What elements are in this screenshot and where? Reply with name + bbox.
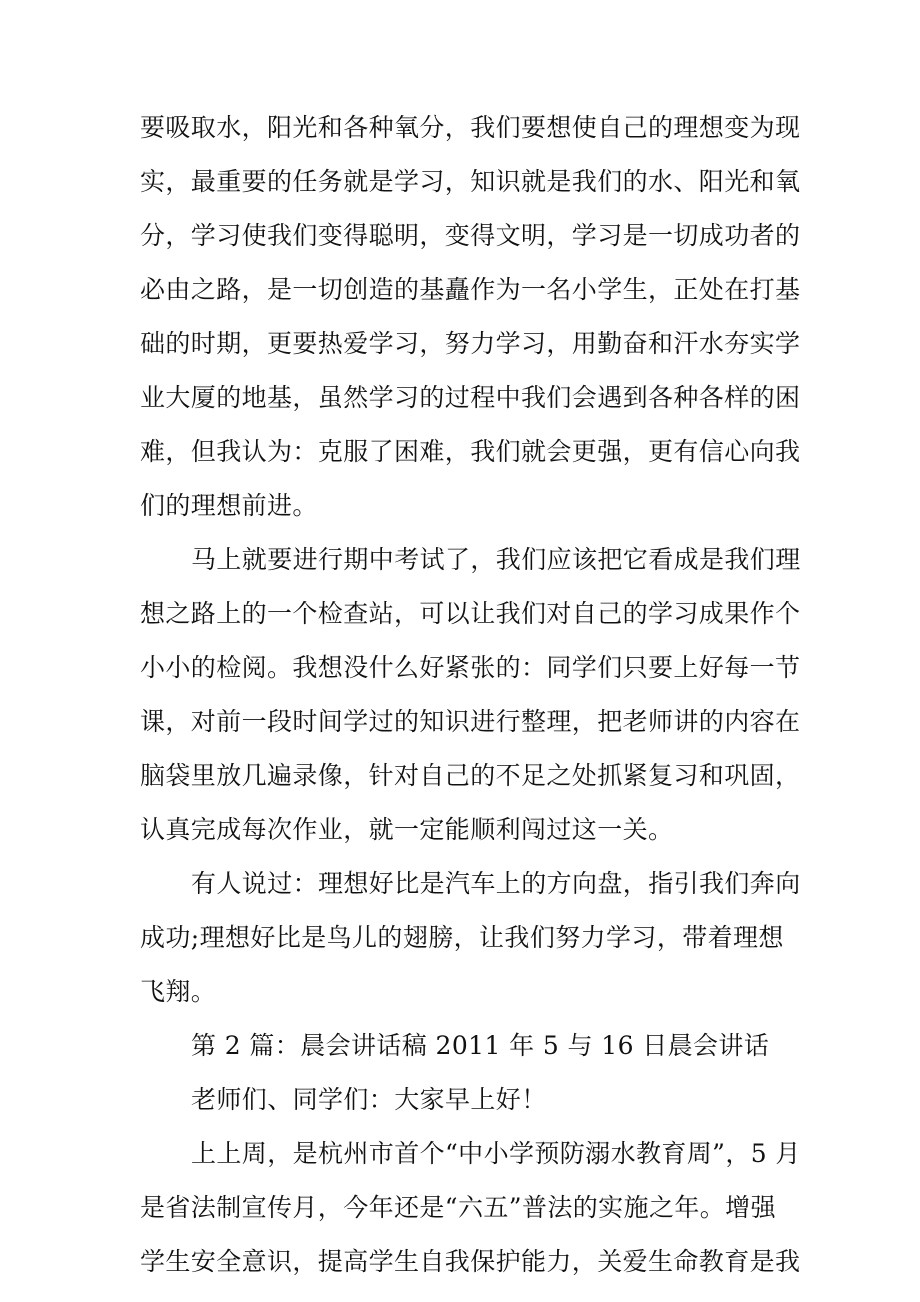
paragraph-2-line-2: 想之路上的一个检查站，可以让我们对自己的学习成果作个 bbox=[140, 599, 801, 628]
paragraph-1-line-1: 要吸取水，阳光和各种氧分，我们要想使自己的理想变为现 bbox=[140, 113, 801, 142]
paragraph-1-line-7: 难，但我认为：克服了困难，我们就会更强，更有信心向我 bbox=[140, 437, 801, 466]
paragraph-6-line-3: 学生安全意识，提高学生自我保护能力，关爱生命教育是我 bbox=[140, 1247, 801, 1276]
paragraph-3-line-3: 飞翔。 bbox=[140, 977, 217, 1006]
greeting-line: 老师们、同学们：大家早上好！ bbox=[191, 1085, 547, 1114]
paragraph-2-line-4: 课，对前一段时间学过的知识进行整理，把老师讲的内容在 bbox=[140, 707, 801, 736]
paragraph-1-line-5: 础的时期，更要热爱学习，努力学习，用勤奋和汗水夯实学 bbox=[140, 329, 801, 358]
paragraph-2-line-1: 马上就要进行期中考试了，我们应该把它看成是我们理 bbox=[191, 545, 801, 574]
document-body bbox=[140, 101, 801, 1289]
paragraph-6-line-2: 是省法制宣传月，今年还是“六五”普法的实施之年。增强 bbox=[140, 1193, 776, 1222]
section-heading: 第 2 篇：晨会讲话稿 2011 年 5 与 16 日晨会讲话 bbox=[191, 1031, 770, 1060]
paragraph-1-line-3: 分，学习使我们变得聪明，变得文明，学习是一切成功者的 bbox=[140, 221, 801, 250]
paragraph-3-line-1: 有人说过：理想好比是汽车上的方向盘，指引我们奔向 bbox=[191, 869, 801, 898]
paragraph-3-line-2: 成功;理想好比是鸟儿的翅膀，让我们努力学习，带着理想 bbox=[140, 923, 784, 952]
paragraph-1-line-2: 实，最重要的任务就是学习，知识就是我们的水、阳光和氧 bbox=[140, 167, 801, 196]
paragraph-1-line-8: 们的理想前进。 bbox=[140, 491, 318, 520]
paragraph-2-line-6: 认真完成每次作业，就一定能顺利闯过这一关。 bbox=[140, 815, 674, 844]
paragraph-1-line-6: 业大厦的地基，虽然学习的过程中我们会遇到各种各样的困 bbox=[140, 383, 801, 412]
paragraph-2-line-5: 脑袋里放几遍录像，针对自己的不足之处抓紧复习和巩固， bbox=[140, 761, 801, 790]
paragraph-6-line-1: 上上周，是杭州市首个“中小学预防溺水教育周”，5 月 bbox=[191, 1139, 801, 1168]
paragraph-1-line-4: 必由之路，是一切创造的基矗作为一名小学生，正处在打基 bbox=[140, 275, 801, 304]
paragraph-2-line-3: 小小的检阅。我想没什么好紧张的：同学们只要上好每一节 bbox=[140, 653, 801, 682]
